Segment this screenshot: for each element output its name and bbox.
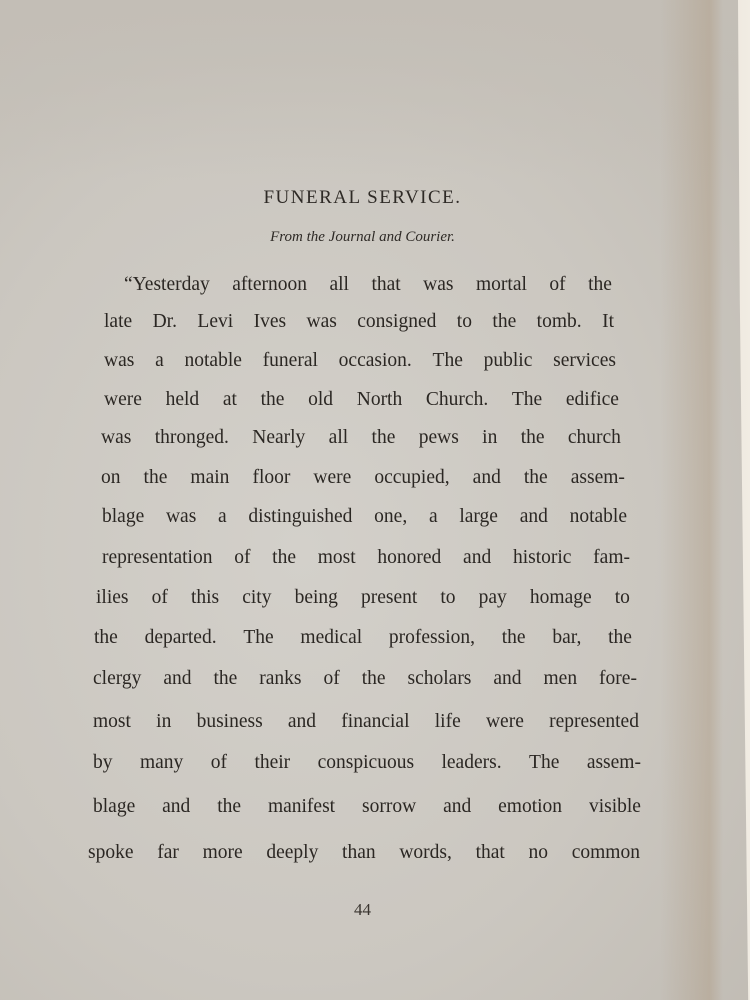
text-line: the departed. The medical profession, the bar, the	[94, 627, 632, 648]
page-title: FUNERAL SERVICE.	[263, 187, 462, 208]
text-line: representation of the most honored and historic fam-	[102, 547, 630, 568]
text-line: ilies of this city being present to pay homage to	[96, 587, 630, 608]
text-line: was thronged. Nearly all the pews in the church	[101, 427, 621, 448]
text-line: blage and the manifest sorrow and emotion visible	[93, 796, 641, 817]
text-line: late Dr. Levi Ives was consigned to the tomb. It	[104, 311, 614, 332]
text-line: by many of their conspicuous leaders. The assem-	[93, 752, 641, 773]
text-line: most in business and financial life were represented	[93, 711, 639, 732]
text-line: blage was a distinguished one, a large and notable	[102, 506, 627, 527]
text-line: were held at the old North Church. The edifice	[104, 389, 619, 410]
text-line: was a notable funeral occasion. The public services	[104, 350, 616, 371]
page-subtitle: From the Journal and Courier.	[270, 229, 455, 245]
text-line: spoke far more deeply than words, that no common	[88, 842, 640, 863]
page-shadow	[0, 0, 750, 180]
text-line: “Yesterday afternoon all that was mortal of the	[124, 274, 612, 295]
text-line: on the main floor were occupied, and the assem-	[101, 467, 625, 488]
page-number: 44	[354, 900, 371, 919]
text-line: clergy and the ranks of the scholars and men fore-	[93, 668, 637, 689]
